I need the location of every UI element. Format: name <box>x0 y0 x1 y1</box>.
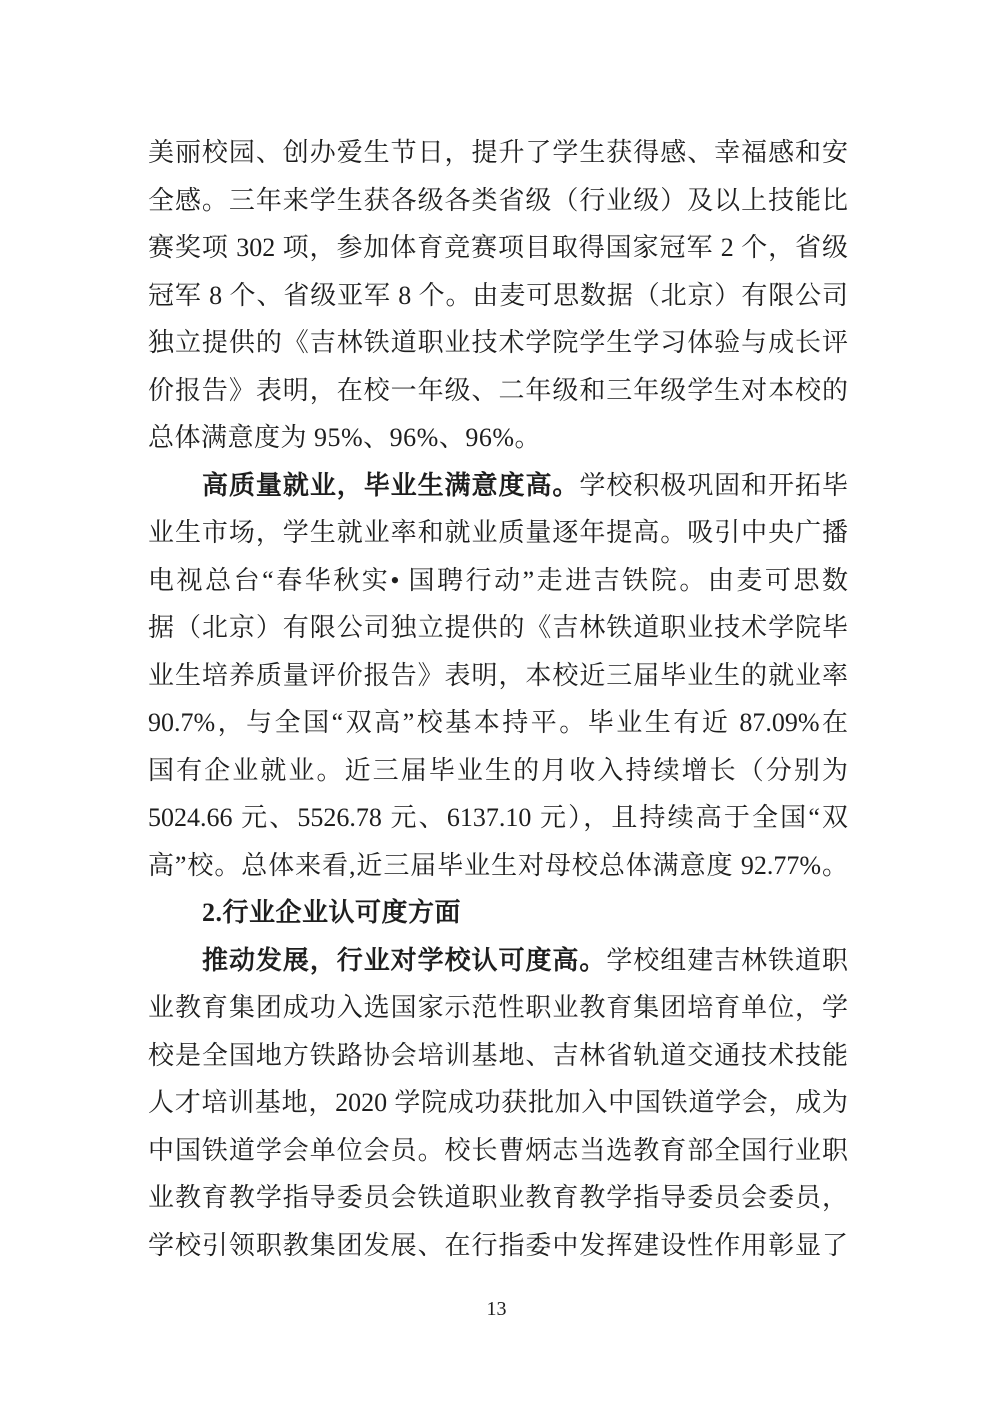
text-line-03: 赛奖项 302 项，参加体育竞赛项目取得国家冠军 2 个，省级 <box>148 233 848 262</box>
text-line-09: 业生市场，学生就业率和就业质量逐年提高。吸引中央广播 <box>148 518 848 547</box>
section-heading-industry-recognition: 2.行业企业认可度方面 <box>202 898 462 927</box>
text-line-05: 独立提供的《吉林铁道职业技术学院学生学习体验与成长评 <box>148 328 848 357</box>
text-line-21: 人才培训基地，2020 学院成功获批加入中国铁道学会，成为 <box>148 1088 848 1117</box>
text-line-16: 高”校。总体来看,近三届毕业生对母校总体满意度 92.77%。 <box>148 850 848 880</box>
text-line-06: 价报告》表明，在校一年级、二年级和三年级学生对本校的 <box>148 375 848 405</box>
text-line-13: 90.7%，与全国“双高”校基本持平。毕业生有近 87.09%在 <box>148 708 848 737</box>
paragraph-lead-rest: 学校积极巩固和开拓毕 <box>579 470 848 500</box>
text-line-14: 国有企业就业。近三届毕业生的月收入持续增长（分别为 <box>148 755 848 785</box>
text-line-24: 学校引领职教集团发展、在行指委中发挥建设性作用彰显了 <box>148 1230 848 1260</box>
page-number: 13 <box>486 1298 507 1320</box>
text-line-18 <box>148 937 848 985</box>
text-line-20: 校是全国地方铁路协会培训基地、吉林省轨道交通技术技能 <box>148 1040 848 1070</box>
text-line-15: 5024.66 元、5526.78 元、6137.10 元），且持续高于全国“双 <box>148 803 848 832</box>
text-line-08 <box>148 462 848 510</box>
text-line-02: 全感。三年来学生获各级各类省级（行业级）及以上技能比 <box>148 185 848 215</box>
text-line-01: 美丽校园、创办爱生节日，提升了学生获得感、幸福感和安 <box>148 138 848 167</box>
text-line-07: 总体满意度为 95%、96%、96%。 <box>148 423 541 452</box>
document-body <box>148 129 848 1269</box>
text-line-04: 冠军 8 个、省级亚军 8 个。由麦可思数据（北京）有限公司 <box>148 280 848 310</box>
text-line-19: 业教育集团成功入选国家示范性职业教育集团培育单位，学 <box>148 993 848 1022</box>
text-line-22: 中国铁道学会单位会员。校长曹炳志当选教育部全国行业职 <box>148 1135 848 1165</box>
text-line-11: 据（北京）有限公司独立提供的《吉林铁道职业技术学院毕 <box>148 613 848 642</box>
paragraph-lead-employment: 高质量就业，毕业生满意度高。 <box>202 470 580 500</box>
text-line-23: 业教育教学指导委员会铁道职业教育教学指导委员会委员， <box>148 1183 848 1212</box>
paragraph-lead-rest: 学校组建吉林铁道职 <box>606 945 848 975</box>
text-line-12: 业生培养质量评价报告》表明，本校近三届毕业生的就业率 <box>148 660 848 690</box>
paragraph-lead-development: 推动发展，行业对学校认可度高。 <box>202 945 607 975</box>
text-line-10: 电视总台“春华秋实• 国聘行动”走进吉铁院。由麦可思数 <box>148 565 848 595</box>
